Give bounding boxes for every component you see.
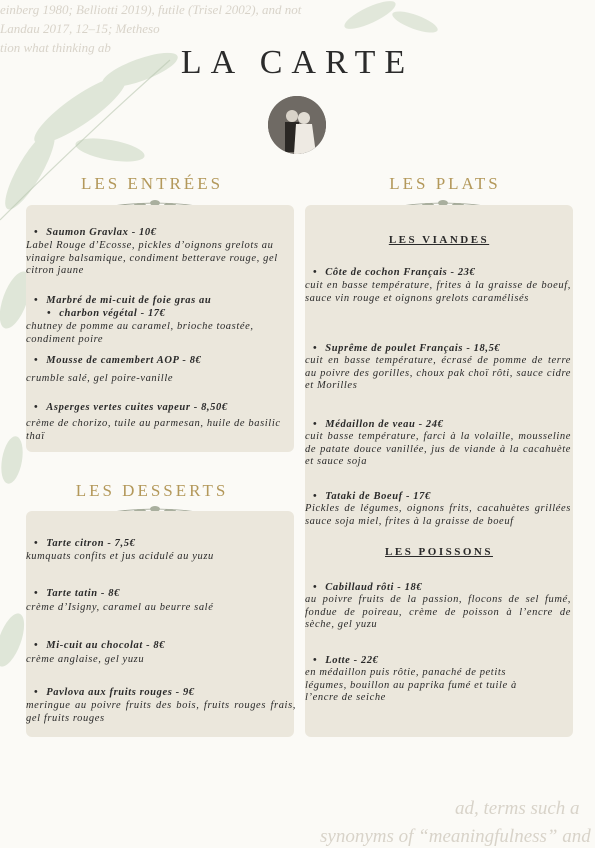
section-title-desserts: LES DESSERTS bbox=[75, 481, 229, 500]
menu-item-description: Pickles de légumes, oignons frits, cacahuètes grillées sauce soja miel, frites à la graisse de boeuf bbox=[305, 503, 571, 527]
menu-item: • Médaillon de veau - 24€ bbox=[313, 419, 571, 430]
page-title: LA CARTE bbox=[180, 44, 415, 81]
menu-item: • Mousse de camembert AOP - 8€ bbox=[34, 355, 292, 366]
section-title-plats: LES PLATS bbox=[389, 174, 501, 193]
menu-item-description: chutney de pomme au caramel, brioche toastée, condiment poire bbox=[26, 321, 254, 345]
menu-item-description: cuit en basse température, écrasé de pomme de terre au poivre des gorilles, choux pak choï rôti, sauce cidre et Morilles bbox=[305, 355, 571, 391]
menu-item-description: kumquats confits et jus acidulé au yuzu bbox=[26, 551, 214, 562]
menu-item: • Suprême de poulet Français - 18,5€ bbox=[313, 343, 571, 354]
menu-item-description: meringue au poivre fruits des bois, fruits rouges frais, gel fruits rouges bbox=[26, 700, 296, 724]
menu-item: • Pavlova aux fruits rouges - 9€ bbox=[34, 687, 292, 698]
menu-item-description: au poivre fruits de la passion, flocons de sel fumé, fondue de poireau, crème de poisson à l’encre de sèche, gel yuzu bbox=[305, 594, 571, 630]
menu-item-description: en médaillon puis rôtie, panaché de petits légumes, bouillon au paprika fumé et tuile à l’encre de seiche bbox=[305, 667, 517, 703]
menu-item-description: Label Rouge d’Ecosse, pickles d’oignons grelots au vinaigre balsamique, condiment betterave rouge, gel citron jaune bbox=[26, 240, 278, 276]
section-title-entrees: LES ENTRÉES bbox=[80, 174, 224, 193]
menu-item: • Marbré de mi-cuit de foie gras au bbox=[34, 295, 292, 306]
menu-item: • Mi-cuit au chocolat - 8€ bbox=[34, 640, 292, 651]
background-text-top-1: einberg 1980; Belliotti 2019), futile (Trisel 2002), and not bbox=[0, 2, 302, 17]
menu-item-description: cuit basse température, farci à la volaille, mousseline de patate douce vanillée, jus de viande à la cacahuète et sauce soja bbox=[305, 431, 571, 467]
background-text-bottom-1: ad, terms such a bbox=[455, 798, 580, 819]
menu-item: • Cabillaud rôti - 18€ bbox=[313, 582, 571, 593]
menu-item-description: crumble salé, gel poire-vanille bbox=[26, 373, 174, 384]
couple-photo bbox=[268, 96, 326, 154]
subsection-title-poissons: LES POISSONS bbox=[385, 546, 493, 558]
menu-item: • Tarte tatin - 8€ bbox=[34, 588, 292, 599]
menu-item-name-line2: • charbon végétal - 17€ bbox=[47, 308, 166, 319]
menu-item: • Tataki de Boeuf - 17€ bbox=[313, 491, 571, 502]
menu-item-description: crème de chorizo, tuile au parmesan, huile de basilic thaï bbox=[26, 418, 281, 442]
menu-item-description: crème d’Isigny, caramel au beurre salé bbox=[26, 602, 214, 613]
menu-item: • Lotte - 22€ bbox=[313, 655, 571, 666]
subsection-title-viandes: LES VIANDES bbox=[388, 234, 490, 246]
menu-item-description: crème anglaise, gel yuzu bbox=[26, 654, 145, 665]
menu-item: • Côte de cochon Français - 23€ bbox=[313, 267, 571, 278]
menu-item: • Asperges vertes cuites vapeur - 8,50€ bbox=[34, 402, 292, 413]
background-text-top-2: Landau 2017, 12–15; Metheso bbox=[0, 21, 160, 36]
menu-item-description: cuit en basse température, frites à la graisse de boeuf, sauce vin rouge et oignons grelots caramélisés bbox=[305, 280, 571, 304]
background-text-bottom-2: synonyms of “meaningfulness” and bbox=[320, 826, 591, 847]
menu-item: • Tarte citron - 7,5€ bbox=[34, 538, 292, 549]
background-text-top-3: tion what thinking ab bbox=[0, 40, 111, 55]
menu-item: • Saumon Gravlax - 10€ bbox=[34, 227, 292, 238]
